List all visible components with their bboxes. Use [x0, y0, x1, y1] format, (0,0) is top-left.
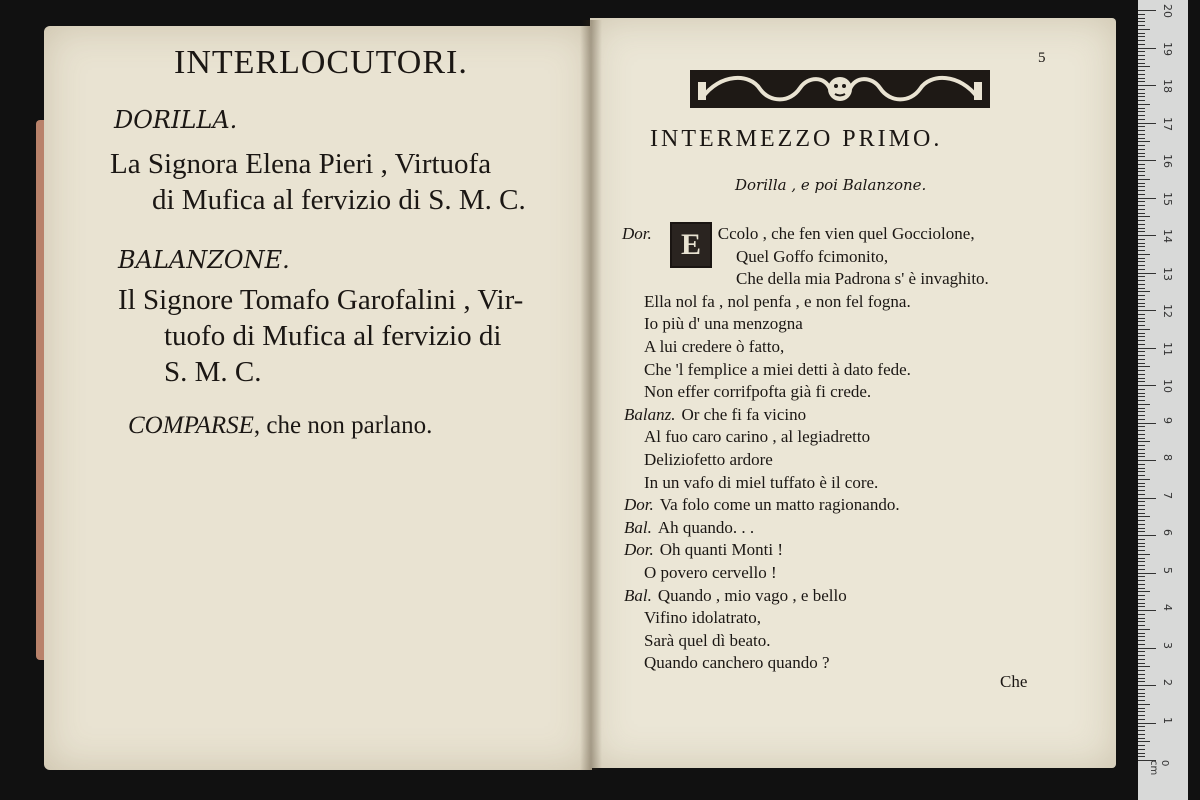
- ruler-tick: [1138, 374, 1145, 375]
- ruler-unit: 0 cm: [1148, 760, 1170, 776]
- ruler-number: 6: [1161, 529, 1174, 536]
- ruler-tick: [1138, 276, 1145, 277]
- verse-text: Vifino idolatrato,: [644, 608, 762, 628]
- ruler-tick: [1138, 655, 1145, 656]
- ruler-tick: [1138, 400, 1145, 401]
- ruler-number: 9: [1161, 416, 1174, 424]
- ruler-number: 15: [1161, 191, 1174, 206]
- ruler-tick: [1138, 66, 1150, 67]
- ruler-number: 3: [1161, 641, 1174, 649]
- ruler-tick: [1138, 100, 1145, 101]
- ruler-tick: [1138, 366, 1150, 367]
- ruler-tick: [1138, 70, 1145, 71]
- ruler-tick: [1138, 220, 1145, 221]
- ruler-tick: [1138, 123, 1156, 124]
- ruler-tick: [1138, 606, 1145, 607]
- ruler-number: 19: [1161, 41, 1174, 56]
- actor-line: Il Signore Tomafo Garofalini , Vir-: [118, 284, 524, 316]
- ruler-tick: [1138, 306, 1145, 307]
- verse-line: [644, 450, 773, 470]
- ruler-tick: [1138, 426, 1145, 427]
- ruler-tick: [1138, 449, 1145, 450]
- ruler-tick: [1138, 258, 1145, 259]
- ruler-tick: [1138, 730, 1145, 731]
- ruler-tick: [1138, 689, 1145, 690]
- ruler-tick: [1138, 119, 1145, 120]
- ruler-number: 1: [1161, 716, 1174, 724]
- ruler-number: 18: [1161, 79, 1174, 93]
- ruler-tick: [1138, 348, 1156, 349]
- ruler-tick: [1138, 550, 1145, 551]
- speaker-label: Bal.: [624, 517, 652, 537]
- ruler-number: 11: [1161, 341, 1174, 356]
- ruler-tick: [1138, 475, 1145, 476]
- ruler-tick: [1138, 10, 1156, 11]
- ruler-tick: [1138, 74, 1145, 75]
- ornament-headpiece: [690, 68, 990, 110]
- ruler-tick: [1138, 640, 1145, 641]
- speaker-label: Dor.: [624, 495, 654, 515]
- ruler-tick: [1138, 336, 1145, 337]
- ruler-tick: [1138, 486, 1145, 487]
- ruler-tick: [1138, 535, 1156, 536]
- verse-line: [622, 224, 975, 244]
- ruler-tick: [1138, 434, 1145, 435]
- ruler-tick: [1138, 321, 1145, 322]
- ruler-tick: [1138, 520, 1145, 521]
- ruler-tick: [1138, 573, 1156, 574]
- ruler-tick: [1138, 453, 1145, 454]
- verse-text: Or che fi fa vicino: [681, 404, 807, 424]
- ruler-tick: [1138, 738, 1145, 739]
- ruler-tick: [1138, 576, 1145, 577]
- ruler-tick: [1138, 344, 1145, 345]
- ruler-tick: [1138, 329, 1150, 330]
- ruler-tick: [1138, 168, 1145, 169]
- verse-text: Quel Goffo fcimonito,: [736, 246, 889, 266]
- ruler-tick: [1138, 471, 1145, 472]
- left-page: [44, 26, 592, 770]
- ruler-tick: [1138, 378, 1145, 379]
- ruler-number: 2: [1161, 679, 1174, 686]
- verse-line: [624, 518, 754, 538]
- ruler-tick: [1138, 29, 1150, 30]
- ruler-tick: [1138, 396, 1145, 397]
- ruler-number: 4: [1161, 604, 1174, 611]
- ruler-tick: [1138, 111, 1145, 112]
- ruler-tick: [1138, 303, 1145, 304]
- verse-text: A lui credere ò fatto,: [644, 337, 785, 356]
- ruler-tick: [1138, 115, 1145, 116]
- ruler-tick: [1138, 700, 1145, 701]
- verse-line: [736, 247, 888, 267]
- ruler-tick: [1138, 314, 1145, 315]
- ruler-tick: [1138, 636, 1145, 637]
- drop-cap: E: [670, 222, 712, 268]
- ruler-tick: [1138, 558, 1145, 559]
- ruler-tick: [1138, 490, 1145, 491]
- verse-line: [644, 473, 878, 493]
- ruler-tick: [1138, 756, 1145, 757]
- ruler-tick: [1138, 55, 1145, 56]
- ruler-tick: [1138, 149, 1145, 150]
- ruler-tick: [1138, 663, 1145, 664]
- ruler-tick: [1138, 299, 1145, 300]
- ruler-tick: [1138, 719, 1145, 720]
- ruler-tick: [1138, 145, 1145, 146]
- ruler-tick: [1138, 59, 1145, 60]
- ruler-tick: [1138, 40, 1145, 41]
- ruler-tick: [1138, 715, 1145, 716]
- verse-text: Che 'l femplice a miei detti à dato fede.: [644, 359, 911, 379]
- verse-line: [644, 382, 871, 402]
- ruler-tick: [1138, 745, 1145, 746]
- verse-text: Quando , mio vago , e bello: [657, 585, 847, 605]
- ruler-tick: [1138, 63, 1145, 64]
- ruler-tick: [1138, 44, 1145, 45]
- ruler-tick: [1138, 340, 1145, 341]
- ruler-tick: [1138, 138, 1145, 139]
- verse-line: [624, 586, 847, 606]
- ruler-tick: [1138, 456, 1145, 457]
- verse-text: In un vafo di miel tuffato è il core.: [644, 472, 879, 492]
- ruler-number: 8: [1161, 454, 1174, 461]
- catchword: Che: [1000, 672, 1028, 691]
- ruler-tick: [1138, 284, 1145, 285]
- ruler-tick: [1138, 85, 1156, 86]
- verse-line: [624, 495, 900, 515]
- ruler-number: 13: [1161, 266, 1174, 281]
- ruler-tick: [1138, 696, 1145, 697]
- ruler-tick: [1138, 318, 1145, 319]
- verse-text: O povero cervello !: [644, 563, 777, 582]
- ruler-tick: [1138, 430, 1145, 431]
- ruler-tick: [1138, 224, 1145, 225]
- verse-line: [644, 563, 777, 583]
- ruler-tick: [1138, 441, 1150, 442]
- ruler-tick: [1138, 141, 1150, 142]
- ruler-tick: [1138, 194, 1145, 195]
- ruler-number: 5: [1161, 566, 1174, 574]
- ruler-tick: [1138, 21, 1145, 22]
- role-name: DORILLA.: [114, 106, 238, 134]
- ruler-tick: [1138, 33, 1145, 34]
- ruler-tick: [1138, 96, 1145, 97]
- ruler-tick: [1138, 618, 1145, 619]
- ruler-tick: [1138, 261, 1145, 262]
- ruler-number: 12: [1161, 304, 1174, 318]
- ruler-tick: [1138, 599, 1145, 600]
- ruler-tick: [1138, 708, 1145, 709]
- ruler-tick: [1138, 228, 1145, 229]
- verse-line: [644, 653, 830, 673]
- actor-line: tuofo di Mufica al fervizio di: [164, 320, 502, 352]
- ruler-tick: [1138, 516, 1150, 517]
- ruler-tick: [1138, 666, 1150, 667]
- ruler-tick: [1138, 651, 1145, 652]
- verse-text: Che della mia Padrona s' è invaghito.: [736, 269, 989, 289]
- verse-line: [644, 631, 771, 651]
- ruler-tick: [1138, 126, 1145, 127]
- ruler-tick: [1138, 505, 1145, 506]
- ruler-tick: [1138, 464, 1145, 465]
- ruler-tick: [1138, 610, 1156, 611]
- verse-line: [644, 314, 803, 334]
- ruler-tick: [1138, 269, 1145, 270]
- ruler-tick: [1138, 408, 1145, 409]
- ruler-tick: [1138, 479, 1150, 480]
- ruler-tick: [1138, 213, 1145, 214]
- ruler-tick: [1138, 295, 1145, 296]
- ruler-tick: [1138, 561, 1145, 562]
- ruler-tick: [1138, 693, 1145, 694]
- ruler-tick: [1138, 389, 1145, 390]
- ruler-tick: [1138, 216, 1150, 217]
- ruler-tick: [1138, 78, 1145, 79]
- ruler-tick: [1138, 273, 1156, 274]
- ruler-tick: [1138, 351, 1145, 352]
- verse-text: Va folo come un matto ragionando.: [659, 495, 900, 515]
- ruler-tick: [1138, 175, 1145, 176]
- ruler-tick: [1138, 753, 1145, 754]
- ruler-tick: [1138, 190, 1145, 191]
- ruler-tick: [1138, 543, 1145, 544]
- ruler-tick: [1138, 254, 1150, 255]
- ruler-tick: [1138, 554, 1150, 555]
- ruler-tick: [1138, 393, 1145, 394]
- ruler-tick: [1138, 239, 1145, 240]
- ruler-tick: [1138, 36, 1145, 37]
- verse-text: Ella nol fa , nol penfa , e non fel fogna.: [644, 291, 911, 311]
- ruler-tick: [1138, 711, 1145, 712]
- ruler-tick: [1138, 498, 1156, 499]
- ruler-tick: [1138, 280, 1145, 281]
- ruler-tick: [1138, 539, 1145, 540]
- ruler-tick: [1138, 580, 1145, 581]
- ruler-tick: [1138, 531, 1145, 532]
- speaker-label: Dor.: [622, 224, 652, 243]
- ruler-tick: [1138, 209, 1145, 210]
- ruler-tick: [1138, 134, 1145, 135]
- ruler-tick: [1138, 51, 1145, 52]
- ruler-tick: [1138, 494, 1145, 495]
- ruler-tick: [1138, 591, 1150, 592]
- verse-text: Sarà quel dì beato.: [644, 630, 771, 650]
- ruler-tick: [1138, 363, 1145, 364]
- verse-line: [644, 337, 784, 357]
- ruler-tick: [1138, 509, 1145, 510]
- ruler-tick: [1138, 246, 1145, 247]
- ruler-tick: [1138, 205, 1145, 206]
- speaker-label: Dor.: [624, 540, 654, 560]
- ruler-tick: [1138, 659, 1145, 660]
- ruler-tick: [1138, 588, 1145, 589]
- verse-text: Deliziofetto ardore: [644, 450, 773, 469]
- verse-text: Ccolo , che fen vien quel Gocciolone,: [717, 224, 975, 243]
- ruler-tick: [1138, 633, 1145, 634]
- verse-line: [644, 360, 911, 380]
- speaker-label: Bal.: [624, 585, 652, 605]
- ruler-tick: [1138, 726, 1145, 727]
- ruler-tick: [1138, 93, 1145, 94]
- ruler-tick: [1138, 153, 1145, 154]
- ruler-tick: [1138, 524, 1145, 525]
- ruler-tick: [1138, 231, 1145, 232]
- ruler-tick: [1138, 310, 1156, 311]
- ruler-tick: [1138, 235, 1156, 236]
- ruler-tick: [1138, 603, 1145, 604]
- ruler-number: 16: [1161, 154, 1174, 168]
- verse-text: Non effer corrifpofta già fi crede.: [644, 382, 872, 402]
- verse-text: Io più d' una menzogna: [644, 314, 803, 334]
- ruler-tick: [1138, 678, 1145, 679]
- ruler-tick: [1138, 359, 1145, 360]
- ruler-tick: [1138, 423, 1156, 424]
- ruler-tick: [1138, 704, 1150, 705]
- ruler-tick: [1138, 614, 1145, 615]
- ruler-tick: [1138, 595, 1145, 596]
- ruler-tick: [1138, 171, 1145, 172]
- verse-line: [624, 540, 783, 560]
- ruler-tick: [1138, 179, 1150, 180]
- page-number: 5: [1038, 50, 1046, 66]
- ruler-tick: [1138, 48, 1156, 49]
- ruler-tick: [1138, 681, 1145, 682]
- ruler-number: 10: [1161, 379, 1174, 393]
- ruler-tick: [1138, 674, 1145, 675]
- ruler-tick: [1138, 501, 1145, 502]
- ruler-tick: [1138, 183, 1145, 184]
- ruler-tick: [1138, 164, 1145, 165]
- ruler-tick: [1138, 325, 1145, 326]
- ruler-tick: [1138, 201, 1145, 202]
- verse-text: Oh quanti Monti !: [659, 540, 784, 560]
- gutter: [580, 20, 602, 770]
- ruler-tick: [1138, 288, 1145, 289]
- ruler-tick: [1138, 584, 1145, 585]
- actor-line: di Mufica al fervizio di S. M. C.: [152, 184, 526, 216]
- ruler-tick: [1138, 108, 1145, 109]
- ruler-tick: [1138, 468, 1145, 469]
- verse-line: [644, 608, 761, 628]
- ruler-tick: [1138, 648, 1156, 649]
- ruler-tick: [1138, 528, 1145, 529]
- ruler-tick: [1138, 160, 1156, 161]
- ruler-tick: [1138, 411, 1145, 412]
- ruler-tick: [1138, 546, 1145, 547]
- ruler-number: 20: [1161, 4, 1174, 18]
- ruler-tick: [1138, 243, 1145, 244]
- ruler-tick: [1138, 198, 1156, 199]
- ruler-number: 14: [1161, 229, 1174, 243]
- ruler-tick: [1138, 130, 1145, 131]
- ruler-tick: [1138, 81, 1145, 82]
- actor-line: S. M. C.: [164, 356, 262, 388]
- ruler-tick: [1138, 14, 1145, 15]
- actor-line: La Signora Elena Pieri , Virtuofa: [110, 148, 492, 180]
- ruler-tick: [1138, 333, 1145, 334]
- ruler-tick: [1138, 741, 1150, 742]
- ruler-tick: [1138, 265, 1145, 266]
- ruler-tick: [1138, 291, 1150, 292]
- ruler-tick: [1138, 460, 1156, 461]
- ruler-tick: [1138, 685, 1156, 686]
- ruler-tick: [1138, 644, 1145, 645]
- ruler-tick: [1138, 370, 1145, 371]
- speaker-label: Balanz.: [624, 404, 676, 424]
- section-title: INTERMEZZO PRIMO.: [650, 126, 943, 152]
- verse-text: Quando canchero quando ?: [644, 653, 830, 673]
- role-name: BALANZONE.: [118, 246, 290, 274]
- ruler-tick: [1138, 565, 1145, 566]
- verse-line: [644, 427, 870, 447]
- ruler-tick: [1138, 355, 1145, 356]
- verse-line: [644, 292, 911, 312]
- ruler-tick: [1138, 483, 1145, 484]
- ruler-tick: [1138, 629, 1150, 630]
- verse-text: Al fuo caro carino , al legiadretto: [644, 427, 871, 447]
- ruler-tick: [1138, 670, 1145, 671]
- ruler-tick: [1138, 749, 1145, 750]
- measuring-ruler: [1138, 0, 1188, 800]
- ruler-number: 7: [1161, 491, 1174, 499]
- ruler-tick: [1138, 385, 1156, 386]
- ruler-tick: [1138, 250, 1145, 251]
- extras-text: , che non parlano.: [253, 412, 433, 439]
- ruler-tick: [1138, 186, 1145, 187]
- ruler-tick: [1138, 625, 1145, 626]
- verse-line: [736, 269, 989, 289]
- ruler-tick: [1138, 104, 1150, 105]
- extras-label: COMPARSE: [128, 412, 254, 439]
- ruler-tick: [1138, 445, 1145, 446]
- ruler-tick: [1138, 415, 1145, 416]
- ruler-tick: [1138, 621, 1145, 622]
- ruler-tick: [1138, 404, 1150, 405]
- ruler-tick: [1138, 419, 1145, 420]
- verse-line: [624, 405, 806, 425]
- ruler-tick: [1138, 156, 1145, 157]
- page-title: INTERLOCUTORI.: [174, 44, 468, 81]
- ruler-tick: [1138, 18, 1145, 19]
- extras-line: [128, 412, 432, 440]
- ruler-tick: [1138, 723, 1156, 724]
- ruler-tick: [1138, 734, 1145, 735]
- ruler-tick: [1138, 381, 1145, 382]
- ruler-tick: [1138, 513, 1145, 514]
- verse-text: Ah quando. . .: [657, 517, 755, 537]
- right-page: [590, 18, 1116, 768]
- ruler-tick: [1138, 438, 1145, 439]
- ruler-number: 17: [1161, 116, 1174, 131]
- ruler-tick: [1138, 25, 1145, 26]
- ruler-tick: [1138, 89, 1145, 90]
- scene-subtitle: Dorilla , e poi Balanzone.: [735, 176, 927, 194]
- ruler-tick: [1138, 569, 1145, 570]
